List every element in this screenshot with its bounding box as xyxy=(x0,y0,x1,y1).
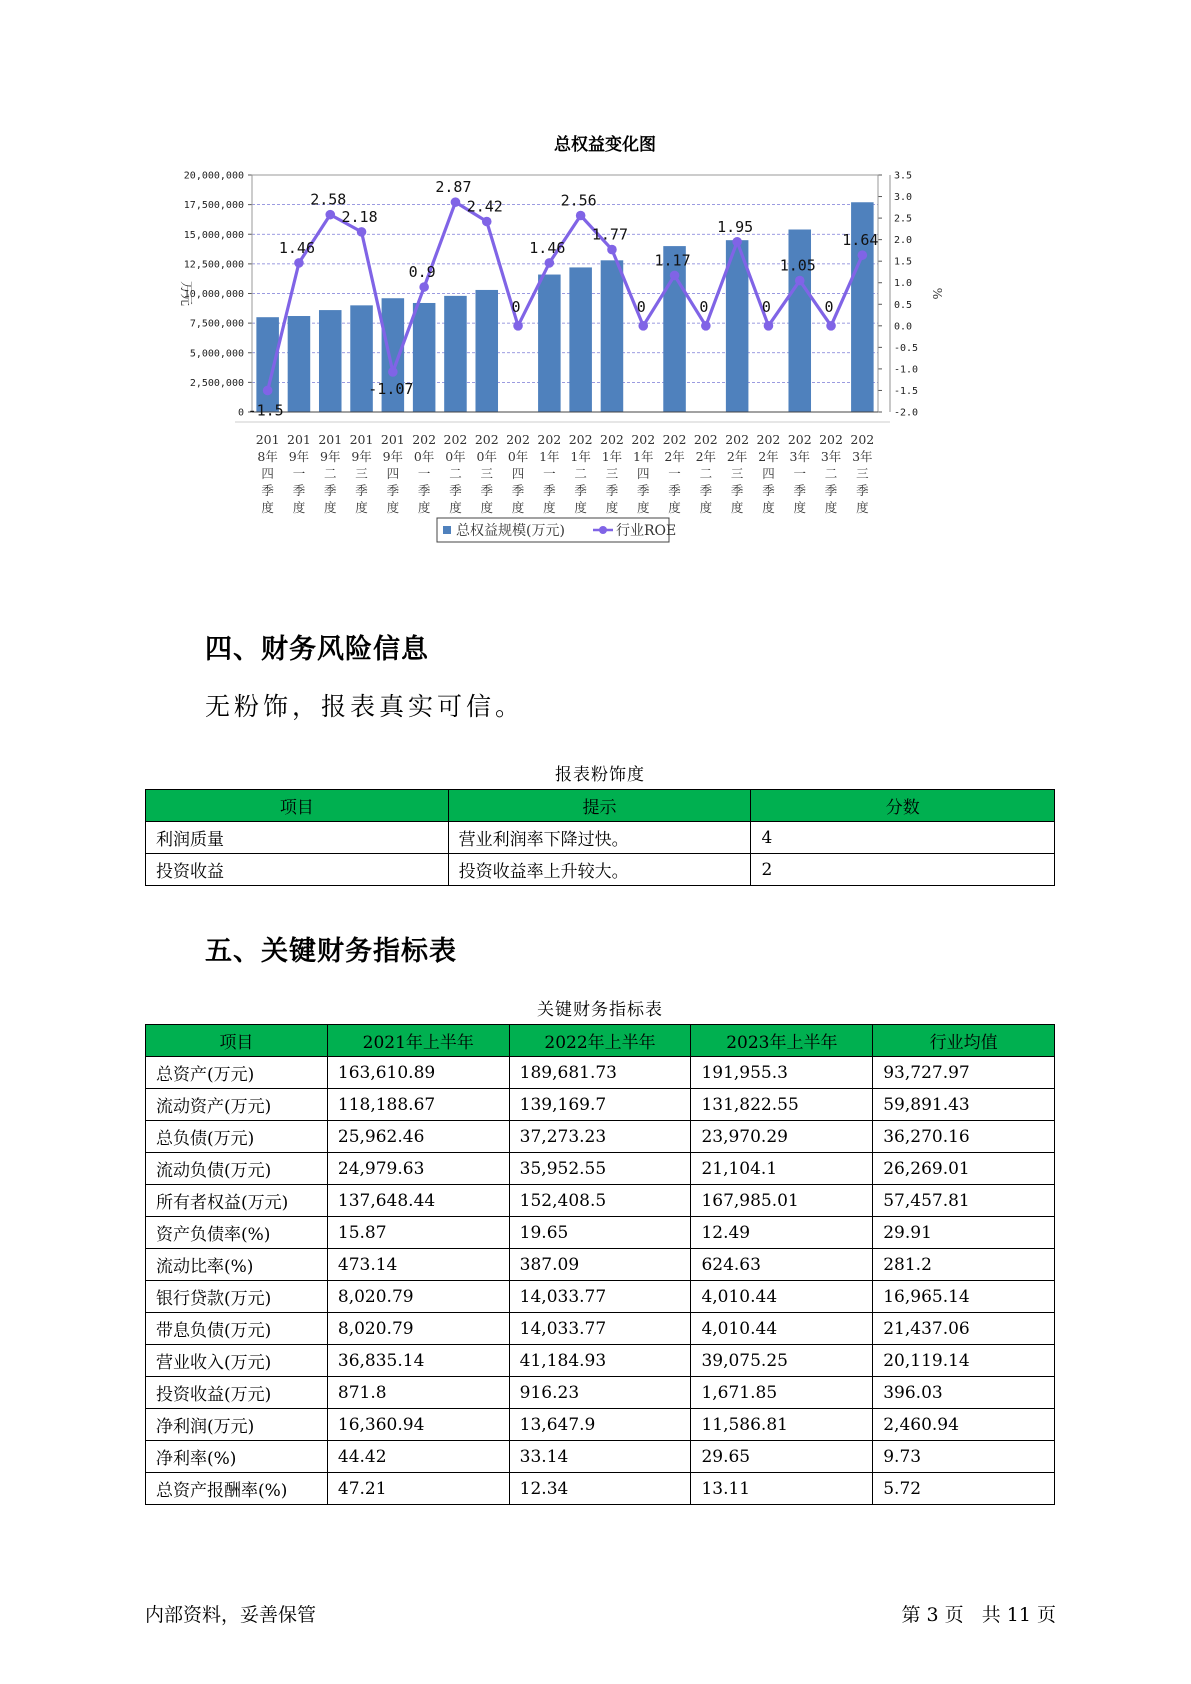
y-tick-label: 5,000,000 xyxy=(189,348,244,360)
x-tick-label: 季 xyxy=(323,483,337,498)
kpi-cell: 152,408.5 xyxy=(509,1185,691,1217)
x-tick-label: 202 xyxy=(537,432,562,447)
kpi-cell: 流动比率(%) xyxy=(146,1249,328,1281)
kpi-cell: 39,075.25 xyxy=(691,1345,873,1377)
x-tick-label: 四 xyxy=(261,466,274,481)
roe-point xyxy=(545,258,555,268)
roe-data-label: 1.46 xyxy=(529,238,566,257)
x-tick-label: 季 xyxy=(480,483,494,498)
roe-point xyxy=(826,321,836,331)
roe-point xyxy=(607,245,617,255)
x-tick-label: 202 xyxy=(725,432,750,447)
kpi-cell: 11,586.81 xyxy=(691,1409,873,1441)
x-tick-label: 度 xyxy=(856,500,869,515)
kpi-cell: 57,457.81 xyxy=(873,1185,1055,1217)
risk-header-cell: 项目 xyxy=(146,790,449,822)
x-tick-label: 201 xyxy=(287,432,311,447)
x-tick-label: 202 xyxy=(756,432,781,447)
kpi-cell: 163,610.89 xyxy=(327,1057,509,1089)
kpi-cell: 41,184.93 xyxy=(509,1345,691,1377)
kpi-cell: 总资产报酬率(%) xyxy=(146,1473,328,1505)
section4-heading: 四、财务风险信息 xyxy=(205,634,429,665)
roe-point xyxy=(419,282,429,292)
x-tick-label: 季 xyxy=(511,483,525,498)
x-tick-label: 三 xyxy=(355,466,368,481)
y-tick-label: 15,000,000 xyxy=(183,229,244,241)
x-tick-label: 季 xyxy=(261,483,274,498)
x-tick-label: 2年 xyxy=(695,449,717,464)
kpi-cell: 871.8 xyxy=(327,1377,509,1409)
x-tick-label: 一 xyxy=(543,466,556,481)
roe-data-label: 2.87 xyxy=(435,178,472,197)
x-tick-label: 202 xyxy=(412,432,437,447)
roe-point xyxy=(388,367,398,377)
kpi-cell: 14,033.77 xyxy=(509,1281,691,1313)
risk-cell: 营业利润率下降过快。 xyxy=(448,822,751,854)
x-tick-label: 3年 xyxy=(852,449,873,464)
kpi-header-cell: 行业均值 xyxy=(873,1025,1055,1057)
x-tick-label: 一 xyxy=(668,466,681,481)
kpi-cell: 20,119.14 xyxy=(873,1345,1055,1377)
x-tick-label: 9年 xyxy=(382,449,404,464)
roe-point xyxy=(670,271,680,281)
x-tick-label: 度 xyxy=(480,500,494,515)
y-axis-title: 万元 xyxy=(179,280,194,307)
roe-data-label: 0 xyxy=(699,297,709,316)
section4-table-caption: 报表粉饰度 xyxy=(555,765,645,785)
x-tick-label: 一 xyxy=(292,466,306,481)
y2-tick-label: 2.5 xyxy=(894,213,913,225)
y2-tick-label: -2.0 xyxy=(894,407,919,419)
roe-point xyxy=(576,211,586,221)
x-tick-label: 季 xyxy=(699,483,713,498)
kpi-row xyxy=(146,1281,1055,1313)
roe-point xyxy=(732,237,742,247)
y2-tick-label: -0.5 xyxy=(894,342,919,354)
kpi-cell: 净利润(万元) xyxy=(146,1409,328,1441)
x-tick-label: 201 xyxy=(318,432,343,447)
risk-table xyxy=(145,789,1055,886)
kpi-cell: 投资收益(万元) xyxy=(146,1377,328,1409)
kpi-row xyxy=(146,1313,1055,1345)
equity-bar xyxy=(538,275,561,412)
equity-bar xyxy=(569,267,592,412)
x-tick-label: 3年 xyxy=(789,449,810,464)
legend-bar-label: 总权益规模(万元) xyxy=(456,523,565,539)
kpi-cell: 387.09 xyxy=(509,1249,691,1281)
y2-tick-label: 1.5 xyxy=(894,256,913,268)
x-tick-label: 2年 xyxy=(664,449,685,464)
roe-data-label: 0 xyxy=(824,297,834,316)
x-tick-label: 度 xyxy=(730,500,744,515)
x-tick-label: 202 xyxy=(662,432,687,447)
kpi-cell: 营业收入(万元) xyxy=(146,1345,328,1377)
y2-tick-label: 2.0 xyxy=(894,235,913,247)
footer-left: 内部资料，妥善保管 xyxy=(145,1604,317,1626)
x-tick-label: 三 xyxy=(730,466,744,481)
x-tick-label: 度 xyxy=(511,500,525,515)
kpi-cell: 8,020.79 xyxy=(327,1281,509,1313)
roe-data-label: -1.5 xyxy=(247,401,284,420)
kpi-cell: 59,891.43 xyxy=(873,1089,1055,1121)
kpi-cell: 4,010.44 xyxy=(691,1313,873,1345)
x-tick-label: 202 xyxy=(787,432,812,447)
y-tick-label: 20,000,000 xyxy=(183,170,244,182)
roe-data-label: 1.17 xyxy=(654,251,691,270)
y2-tick-label: 0.5 xyxy=(894,299,913,311)
x-tick-label: 季 xyxy=(292,483,306,498)
kpi-row xyxy=(146,1057,1055,1089)
kpi-cell: 总资产(万元) xyxy=(146,1057,328,1089)
x-tick-label: 201 xyxy=(380,432,405,447)
kpi-header-cell: 项目 xyxy=(146,1025,328,1057)
x-tick-label: 1年 xyxy=(633,449,654,464)
x-tick-label: 202 xyxy=(693,432,718,447)
risk-header-cell: 提示 xyxy=(448,790,751,822)
equity-bar xyxy=(319,310,342,412)
x-tick-label: 季 xyxy=(574,483,587,498)
x-tick-label: 8年 xyxy=(257,449,278,464)
x-tick-label: 202 xyxy=(474,432,499,447)
x-tick-label: 四 xyxy=(511,466,525,481)
kpi-cell: 33.14 xyxy=(509,1441,691,1473)
kpi-cell: 47.21 xyxy=(327,1473,509,1505)
x-tick-label: 二 xyxy=(323,466,337,481)
x-tick-label: 度 xyxy=(543,500,556,515)
x-tick-label: 1年 xyxy=(601,449,623,464)
roe-data-label: 2.18 xyxy=(341,207,378,226)
kpi-cell: 2,460.94 xyxy=(873,1409,1055,1441)
risk-row xyxy=(146,854,1055,886)
kpi-cell: 4,010.44 xyxy=(691,1281,873,1313)
kpi-row xyxy=(146,1153,1055,1185)
x-tick-label: 202 xyxy=(850,432,875,447)
x-tick-label: 度 xyxy=(824,500,838,515)
x-tick-label: 1年 xyxy=(539,449,560,464)
x-tick-label: 度 xyxy=(793,500,807,515)
roe-data-label: 1.46 xyxy=(278,238,316,257)
x-tick-label: 三 xyxy=(480,466,494,481)
kpi-cell: 29.91 xyxy=(873,1217,1055,1249)
x-tick-label: 9年 xyxy=(351,449,372,464)
kpi-cell: 13.11 xyxy=(691,1473,873,1505)
x-tick-label: 季 xyxy=(730,483,744,498)
kpi-cell: 9.73 xyxy=(873,1441,1055,1473)
kpi-cell: 137,648.44 xyxy=(327,1185,509,1217)
kpi-row xyxy=(146,1473,1055,1505)
roe-data-label: 0 xyxy=(636,297,646,316)
y2-tick-label: 0.0 xyxy=(894,321,913,333)
x-tick-label: 季 xyxy=(417,483,431,498)
kpi-cell: 281.2 xyxy=(873,1249,1055,1281)
y2-tick-label: -1.0 xyxy=(894,364,919,376)
equity-bar xyxy=(444,296,467,412)
x-tick-label: 季 xyxy=(543,483,556,498)
x-tick-label: 0年 xyxy=(445,449,466,464)
x-tick-label: 度 xyxy=(449,500,462,515)
x-tick-label: 9年 xyxy=(320,449,341,464)
y-tick-label: 7,500,000 xyxy=(189,318,244,330)
kpi-cell: 167,985.01 xyxy=(691,1185,873,1217)
x-tick-label: 季 xyxy=(793,483,807,498)
equity-chart xyxy=(175,130,1035,600)
kpi-cell: 总负债(万元) xyxy=(146,1121,328,1153)
x-tick-label: 度 xyxy=(355,500,368,515)
x-tick-label: 0年 xyxy=(476,449,497,464)
kpi-cell: 26,269.01 xyxy=(873,1153,1055,1185)
y2-tick-label: 3.5 xyxy=(894,170,913,182)
kpi-cell: 带息负债(万元) xyxy=(146,1313,328,1345)
kpi-cell: 流动负债(万元) xyxy=(146,1153,328,1185)
kpi-cell: 8,020.79 xyxy=(327,1313,509,1345)
kpi-row xyxy=(146,1409,1055,1441)
equity-bar xyxy=(601,260,624,412)
x-tick-label: 二 xyxy=(449,466,462,481)
x-tick-label: 202 xyxy=(568,432,593,447)
kpi-cell: 12.49 xyxy=(691,1217,873,1249)
footer-page-number: 第 3 页 共 11 页 xyxy=(901,1604,1056,1626)
roe-data-label: 2.58 xyxy=(310,190,347,209)
kpi-cell: 396.03 xyxy=(873,1377,1055,1409)
legend-bar-swatch xyxy=(443,526,451,534)
risk-cell: 投资收益 xyxy=(146,854,449,886)
kpi-cell: 资产负债率(%) xyxy=(146,1217,328,1249)
x-tick-label: 202 xyxy=(600,432,624,447)
legend-line-marker xyxy=(599,526,607,534)
roe-point xyxy=(325,210,335,220)
kpi-header-cell: 2023年上半年 xyxy=(691,1025,873,1057)
kpi-cell: 13,647.9 xyxy=(509,1409,691,1441)
kpi-cell: 191,955.3 xyxy=(691,1057,873,1089)
x-tick-label: 0年 xyxy=(507,449,529,464)
x-tick-label: 度 xyxy=(292,500,306,515)
equity-bar xyxy=(413,303,436,412)
x-tick-label: 度 xyxy=(261,500,274,515)
kpi-row xyxy=(146,1089,1055,1121)
roe-data-label: 1.64 xyxy=(842,231,879,250)
x-tick-label: 1年 xyxy=(570,449,591,464)
equity-bar xyxy=(475,290,498,412)
y2-tick-label: 1.0 xyxy=(894,278,913,290)
kpi-cell: 118,188.67 xyxy=(327,1089,509,1121)
kpi-row xyxy=(146,1185,1055,1217)
x-tick-label: 度 xyxy=(762,500,775,515)
kpi-cell: 净利率(%) xyxy=(146,1441,328,1473)
roe-data-label: 2.42 xyxy=(466,197,503,216)
x-tick-label: 2年 xyxy=(758,449,779,464)
kpi-cell: 916.23 xyxy=(509,1377,691,1409)
equity-bar xyxy=(288,316,311,412)
risk-cell: 利润质量 xyxy=(146,822,449,854)
x-tick-label: 二 xyxy=(574,466,587,481)
roe-point xyxy=(294,258,304,268)
section5-heading: 五、关键财务指标表 xyxy=(205,936,457,967)
chart-title: 总权益变化图 xyxy=(554,135,656,155)
kpi-cell: 16,360.94 xyxy=(327,1409,509,1441)
x-tick-label: 三 xyxy=(856,466,869,481)
section4-paragraph: 无粉饰，报表真实可信。 xyxy=(205,692,525,721)
risk-header-cell: 分数 xyxy=(751,790,1055,822)
x-tick-label: 一 xyxy=(417,466,431,481)
x-tick-label: 9年 xyxy=(288,449,310,464)
kpi-cell: 21,104.1 xyxy=(691,1153,873,1185)
x-tick-label: 3年 xyxy=(820,449,842,464)
roe-point xyxy=(858,250,868,260)
kpi-cell: 624.63 xyxy=(691,1249,873,1281)
section5-table-caption: 关键财务指标表 xyxy=(537,1000,663,1020)
kpi-cell: 14,033.77 xyxy=(509,1313,691,1345)
y-tick-label: 2,500,000 xyxy=(189,377,244,389)
kpi-cell: 36,270.16 xyxy=(873,1121,1055,1153)
risk-cell: 投资收益率上升较大。 xyxy=(448,854,751,886)
x-tick-label: 四 xyxy=(762,466,775,481)
roe-data-label: 1.95 xyxy=(717,217,754,236)
kpi-cell: 473.14 xyxy=(327,1249,509,1281)
x-tick-label: 季 xyxy=(386,483,400,498)
roe-point xyxy=(357,227,367,237)
risk-row xyxy=(146,822,1055,854)
kpi-cell: 21,437.06 xyxy=(873,1313,1055,1345)
roe-point xyxy=(482,217,492,227)
kpi-cell: 5.72 xyxy=(873,1473,1055,1505)
kpi-cell: 139,169.7 xyxy=(509,1089,691,1121)
kpi-cell: 16,965.14 xyxy=(873,1281,1055,1313)
x-tick-label: 度 xyxy=(699,500,713,515)
x-tick-label: 季 xyxy=(605,483,619,498)
x-tick-label: 201 xyxy=(255,432,280,447)
x-tick-label: 202 xyxy=(819,432,843,447)
x-tick-label: 季 xyxy=(668,483,681,498)
y-tick-label: 0 xyxy=(237,407,244,419)
x-tick-label: 季 xyxy=(762,483,775,498)
kpi-row xyxy=(146,1217,1055,1249)
x-tick-label: 三 xyxy=(605,466,619,481)
roe-point xyxy=(701,321,711,331)
x-tick-label: 201 xyxy=(349,432,374,447)
kpi-row xyxy=(146,1345,1055,1377)
kpi-cell: 44.42 xyxy=(327,1441,509,1473)
roe-data-label: 1.05 xyxy=(779,256,816,275)
x-tick-label: 季 xyxy=(355,483,368,498)
risk-cell: 2 xyxy=(751,854,1055,886)
y-tick-label: 10,000,000 xyxy=(183,289,244,300)
kpi-row xyxy=(146,1377,1055,1409)
kpi-cell: 12.34 xyxy=(509,1473,691,1505)
roe-point xyxy=(764,321,774,331)
x-tick-label: 季 xyxy=(856,483,869,498)
kpi-cell: 所有者权益(万元) xyxy=(146,1185,328,1217)
roe-data-label: 0 xyxy=(511,297,521,316)
kpi-header-cell: 2021年上半年 xyxy=(327,1025,509,1057)
kpi-cell: 23,970.29 xyxy=(691,1121,873,1153)
risk-cell: 4 xyxy=(751,822,1055,854)
kpi-cell: 36,835.14 xyxy=(327,1345,509,1377)
y-tick-label: 17,500,000 xyxy=(183,200,244,212)
x-tick-label: 一 xyxy=(793,466,807,481)
y2-tick-label: 3.0 xyxy=(894,192,913,204)
kpi-cell: 37,273.23 xyxy=(509,1121,691,1153)
kpi-table xyxy=(145,1024,1055,1505)
kpi-cell: 24,979.63 xyxy=(327,1153,509,1185)
x-tick-label: 度 xyxy=(605,500,619,515)
kpi-row xyxy=(146,1121,1055,1153)
x-tick-label: 度 xyxy=(636,500,650,515)
kpi-cell: 15.87 xyxy=(327,1217,509,1249)
kpi-cell: 29.65 xyxy=(691,1441,873,1473)
x-tick-label: 2年 xyxy=(726,449,748,464)
kpi-cell: 流动资产(万元) xyxy=(146,1089,328,1121)
kpi-header-cell: 2022年上半年 xyxy=(509,1025,691,1057)
x-tick-label: 度 xyxy=(417,500,431,515)
roe-point xyxy=(638,321,648,331)
x-tick-label: 二 xyxy=(824,466,838,481)
roe-point xyxy=(263,386,273,396)
kpi-cell: 93,727.97 xyxy=(873,1057,1055,1089)
x-tick-label: 202 xyxy=(631,432,656,447)
kpi-cell: 189,681.73 xyxy=(509,1057,691,1089)
x-tick-label: 季 xyxy=(636,483,650,498)
kpi-cell: 银行贷款(万元) xyxy=(146,1281,328,1313)
x-tick-label: 度 xyxy=(323,500,337,515)
roe-data-label: -1.07 xyxy=(368,379,414,398)
roe-point xyxy=(513,321,523,331)
x-tick-label: 202 xyxy=(506,432,530,447)
legend-line-label: 行业ROE xyxy=(616,523,677,539)
x-tick-label: 度 xyxy=(386,500,400,515)
roe-point xyxy=(451,197,461,207)
x-tick-label: 季 xyxy=(449,483,462,498)
kpi-cell: 19.65 xyxy=(509,1217,691,1249)
x-tick-label: 四 xyxy=(636,466,650,481)
kpi-cell: 25,962.46 xyxy=(327,1121,509,1153)
x-tick-label: 二 xyxy=(699,466,713,481)
x-tick-label: 度 xyxy=(668,500,681,515)
y-tick-label: 12,500,000 xyxy=(183,259,244,271)
kpi-cell: 1,671.85 xyxy=(691,1377,873,1409)
kpi-cell: 35,952.55 xyxy=(509,1153,691,1185)
x-tick-label: 度 xyxy=(574,500,587,515)
roe-data-label: 2.56 xyxy=(560,191,597,210)
roe-data-label: 0.9 xyxy=(408,263,436,282)
kpi-row xyxy=(146,1441,1055,1473)
roe-data-label: 1.77 xyxy=(591,225,629,244)
x-tick-label: 四 xyxy=(386,466,400,481)
x-tick-label: 季 xyxy=(824,483,838,498)
y2-tick-label: -1.5 xyxy=(894,385,919,397)
kpi-cell: 131,822.55 xyxy=(691,1089,873,1121)
y2-axis-title: % xyxy=(930,287,945,300)
x-tick-label: 202 xyxy=(443,432,468,447)
roe-data-label: 0 xyxy=(761,297,771,316)
x-tick-label: 0年 xyxy=(413,449,435,464)
kpi-row xyxy=(146,1249,1055,1281)
roe-point xyxy=(795,276,805,286)
